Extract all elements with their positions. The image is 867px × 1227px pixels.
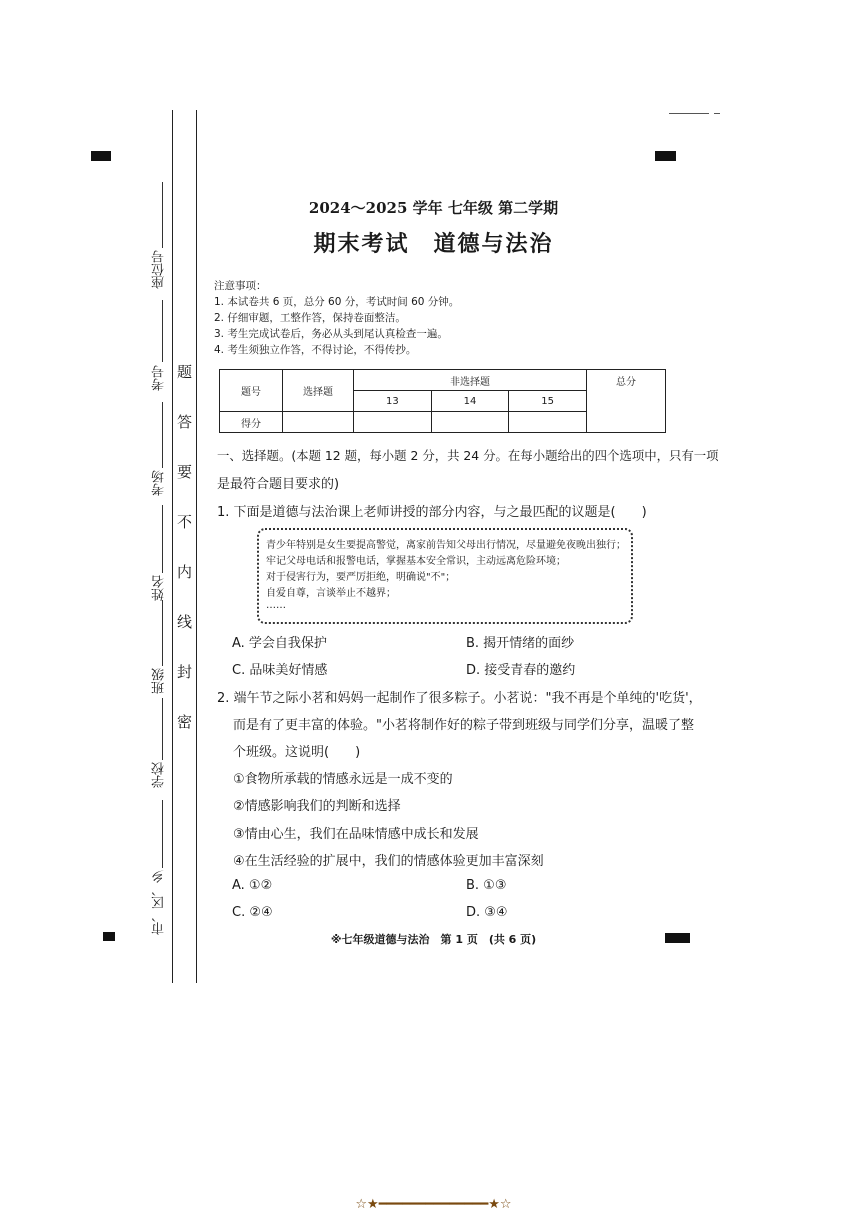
- q1-box-line-3: 对于侵害行为，要严厉拒绝，明确说"不"；: [266, 572, 456, 583]
- cell-q14: 14: [431, 391, 509, 412]
- seal-char-1: 密: [177, 713, 193, 731]
- notice-item-3: 3. 考生完成试卷后，务必从头到尾认真检查一遍。: [214, 328, 448, 340]
- q2-statement-3: ③情由心生，我们在品味情感中成长和发展: [233, 827, 479, 842]
- cell-q13: 13: [354, 391, 432, 412]
- label-exam-number: 考号: [152, 365, 167, 391]
- blank-school[interactable]: [162, 698, 163, 760]
- label-city-district: 市、区、乡: [152, 870, 167, 935]
- q2-stem-line-2: 而是有了更丰富的体验。"小茗将制作好的粽子带到班级与同学们分享，温暖了整: [233, 718, 694, 733]
- seal-char-3: 线: [177, 613, 193, 631]
- q2-statement-1: ①食物所承载的情感永远是一成不变的: [233, 772, 453, 787]
- q1-option-b[interactable]: B. 揭开情绪的面纱: [466, 636, 575, 651]
- q1-option-d[interactable]: D. 接受青春的邀约: [466, 663, 576, 678]
- score-table: [219, 369, 666, 433]
- q2-statement-2: ②情感影响我们的判断和选择: [233, 799, 401, 814]
- seal-char-7: 答: [177, 413, 193, 431]
- notice-heading: 注意事项：: [214, 280, 267, 292]
- blank-name[interactable]: [162, 505, 163, 573]
- blank-exam-room[interactable]: [162, 402, 163, 468]
- notice-item-2: 2. 仔细审题，工整作答，保持卷面整洁。: [214, 312, 406, 324]
- registration-mark-top-right: [655, 151, 676, 161]
- seal-char-8: 题: [177, 363, 193, 381]
- cell-q14-score[interactable]: [431, 412, 509, 433]
- q2-option-a[interactable]: A. ①②: [232, 878, 273, 893]
- q1-box-line-4: 自爱自尊，言谈举止不越界；: [266, 588, 396, 599]
- cell-defen: 得分: [220, 412, 283, 433]
- notice-item-1: 1. 本试卷共 6 页，总分 60 分，考试时间 60 分钟。: [214, 296, 460, 308]
- page-footer: ※七年级道德与法治 第 1 页 (共 6 页): [330, 933, 537, 946]
- q2-stem-line-1: 2. 端午节之际小茗和妈妈一起制作了很多粽子。小茗说："我不再是个单纯的'吃货'，: [217, 691, 702, 706]
- label-school: 学校: [152, 762, 167, 788]
- cell-non-choice: 非选择题: [354, 370, 587, 391]
- section1-instruction-line2: 是最符合题目要求的): [217, 477, 340, 492]
- q1-option-a[interactable]: A. 学会自我保护: [232, 636, 327, 651]
- blank-class[interactable]: [162, 600, 163, 666]
- seal-char-2: 封: [177, 663, 193, 681]
- q1-option-c[interactable]: C. 品味美好情感: [232, 663, 328, 678]
- blank-city-district[interactable]: [162, 800, 163, 868]
- label-name: 姓名: [152, 575, 167, 601]
- decorative-star-line: ☆★━━━━━━━━━━━━━━★☆: [355, 1197, 512, 1212]
- q1-box-line-5: ……: [266, 600, 286, 611]
- q2-stem-line-3: 个班级。这说明( ): [233, 745, 361, 760]
- cell-tihao: 题号: [220, 370, 283, 412]
- exam-title: 期末考试 道德与法治: [313, 231, 554, 257]
- q2-option-c[interactable]: C. ②④: [232, 905, 273, 920]
- q1-stem: 1. 下面是道德与法治课上老师讲授的部分内容，与之最匹配的议题是( ): [217, 505, 647, 520]
- section1-instruction-line1: 一、选择题。(本题 12 题，每小题 2 分，共 24 分。在每小题给出的四个选项中，只有一项: [217, 448, 719, 463]
- q2-statement-4: ④在生活经验的扩展中，我们的情感体验更加丰富深刻: [233, 854, 544, 869]
- label-seat-number: 座位号: [152, 250, 167, 289]
- cell-q13-score[interactable]: [354, 412, 432, 433]
- blank-exam-number[interactable]: [162, 300, 163, 362]
- q2-option-b[interactable]: B. ①③: [466, 878, 507, 893]
- exam-year-line: 2024～2025 学年 七年级 第二学期: [308, 199, 559, 217]
- cell-total: 总分: [587, 370, 666, 391]
- registration-mark-top-left: [91, 151, 111, 161]
- cell-q15: 15: [509, 391, 587, 412]
- corner-dash: [669, 113, 709, 114]
- label-class: 班级: [152, 668, 167, 694]
- q2-option-d[interactable]: D. ③④: [466, 905, 508, 920]
- cell-q15-score[interactable]: [509, 412, 587, 433]
- corner-dash-small: [714, 113, 720, 114]
- seal-char-4: 内: [177, 563, 193, 581]
- cell-choice: 选择题: [283, 370, 354, 412]
- seal-char-6: 要: [177, 463, 193, 481]
- label-exam-room: 考场: [152, 470, 167, 496]
- q1-box-line-1: 青少年特别是女生要提高警觉，离家前告知父母出行情况，尽量避免夜晚出独行；: [266, 540, 626, 551]
- notice-item-4: 4. 考生须独立作答，不得讨论，不得传抄。: [214, 344, 417, 356]
- seal-char-5: 不: [177, 513, 193, 531]
- cell-total-score[interactable]: [587, 391, 666, 433]
- q1-box-line-2: 牢记父母电话和报警电话，掌握基本安全常识，主动远离危险环境；: [266, 556, 566, 567]
- cell-choice-score[interactable]: [283, 412, 354, 433]
